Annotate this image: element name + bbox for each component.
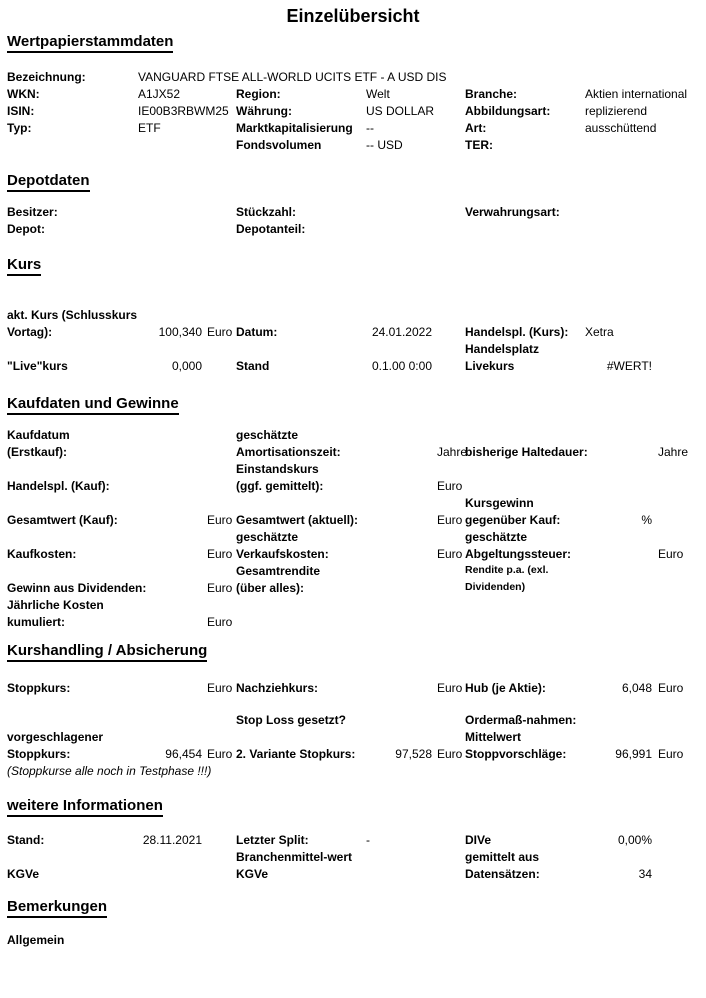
amortisation-label-line1: geschätzte (236, 428, 299, 442)
verwahrungsart-label: Verwahrungsart: (465, 205, 560, 219)
row-stoppkurs (0, 681, 706, 698)
row-wkn-region-branche (0, 87, 706, 104)
einstandskurs-label-line2: (ggf. gemittelt): (236, 479, 324, 493)
handelsplatz-kurs-value: Xetra (585, 325, 614, 339)
art-label: Art: (465, 121, 487, 135)
vorgeschlagener-stoppkurs-value: 96,454 (165, 747, 202, 761)
row-gesamtwert (0, 513, 706, 530)
nachziehkurs-label: Nachziehkurs: (236, 681, 319, 695)
row-handelsplatz (0, 342, 706, 359)
section-heading-weitere (7, 797, 163, 817)
livekurs-formel-value: #WERT! (606, 359, 652, 373)
section-heading-bemerkungen-text: Bemerkungen (7, 898, 107, 918)
row-bezeichnung (0, 70, 706, 87)
geschaetzte-label-col3: geschätzte (465, 530, 528, 544)
bezeichnung-value: VANGUARD FTSE ALL-WORLD UCITS ETF - A USD DIS (138, 70, 447, 84)
row-typ-marktkap-art (0, 121, 706, 138)
variante2-label: 2. Variante Stopkurs: (236, 747, 356, 761)
handelsplatz-label: Handelsplatz (465, 342, 540, 356)
dive-value: 0,00% (617, 833, 652, 847)
row-besitzer (0, 205, 706, 222)
branchenmittelwert-label: Branchenmittel-wert (236, 850, 353, 864)
jaehrliche-kosten-label-line1: Jährliche Kosten (7, 598, 104, 612)
marktkapitalisierung-label: Marktkapitalisierung (236, 121, 353, 135)
row-stand-split-dive (0, 833, 706, 850)
stoppvorschlaege-value: 96,991 (615, 747, 652, 761)
row-dividenden (0, 581, 706, 598)
section-heading-bemerkungen (7, 898, 107, 918)
kgve2-label: KGVe (236, 867, 269, 881)
stand-value: 0.1.00 0:00 (371, 359, 432, 373)
letzter-split-value: - (366, 833, 370, 847)
row-jaehrliche-kosten-line1 (0, 598, 706, 615)
abbildungsart-value: replizierend (585, 104, 648, 118)
row-kursgewinn-line1 (0, 496, 706, 513)
einstandskurs-unit: Euro (437, 479, 463, 493)
depot-label: Depot: (7, 222, 45, 236)
stoppvorschlaege-label: Stoppvorschläge: (465, 747, 567, 761)
geschaetzte-label-col2: geschätzte (236, 530, 299, 544)
bezeichnung-label: Bezeichnung: (7, 70, 86, 84)
gesamtrendite-label-line1: Gesamtrendite (236, 564, 321, 578)
section-heading-weitere-text: weitere Informationen (7, 797, 163, 817)
kursgewinn-unit: % (641, 513, 652, 527)
waehrung-label: Währung: (236, 104, 292, 118)
row-livekurs (0, 359, 706, 376)
stand-label: Stand (236, 359, 270, 373)
row-geschaetzte (0, 530, 706, 547)
hub-unit: Euro (658, 681, 684, 695)
hub-label: Hub (je Aktie): (465, 681, 546, 695)
livekurs-value: 0,000 (171, 359, 202, 373)
row-gesamtrendite-line1 (0, 564, 706, 581)
nachziehkurs-unit: Euro (437, 681, 463, 695)
vorgeschlagener-label-line1: vorgeschlagener (7, 730, 104, 744)
section-heading-depotdaten (7, 172, 90, 192)
abgeltungssteuer-unit: Euro (658, 547, 684, 561)
allgemein-label: Allgemein (7, 933, 65, 947)
row-depot (0, 222, 706, 239)
gesamtwert-aktuell-label: Gesamtwert (aktuell): (236, 513, 359, 527)
rendite-pa-label-line1: Rendite p.a. (exl. (465, 564, 549, 576)
amortisation-label-line2: Amortisationszeit: (236, 445, 341, 459)
art-value: ausschüttend (585, 121, 657, 135)
datensaetze-value: 34 (638, 867, 652, 881)
fondsvolumen-label: Fondsvolumen (236, 138, 322, 152)
haltedauer-label: bisherige Haltedauer: (465, 445, 588, 459)
gemittelt-aus-label: gemittelt aus (465, 850, 540, 864)
stueckzahl-label: Stückzahl: (236, 205, 297, 219)
section-heading-kaufdaten-text: Kaufdaten und Gewinne (7, 395, 179, 415)
waehrung-value: US DOLLAR (366, 104, 435, 118)
stop-loss-label: Stop Loss gesetzt? (236, 713, 347, 727)
kursgewinn-label-line1: Kursgewinn (465, 496, 534, 510)
vorgeschlagener-stoppkurs-unit: Euro (207, 747, 233, 761)
stoppvorschlaege-unit: Euro (658, 747, 684, 761)
stand-datum-value: 28.11.2021 (142, 833, 202, 847)
verkaufskosten-label: Verkaufskosten: (236, 547, 329, 561)
section-heading-stammdaten (7, 33, 173, 53)
row-testphase-hinweis (0, 764, 706, 781)
akt-kurs-label-line1: akt. Kurs (Schlusskurs (7, 308, 138, 322)
page-title: Einzelübersicht (286, 6, 420, 26)
haltedauer-unit: Jahre (658, 445, 689, 459)
testphase-hinweis: (Stoppkurse alle noch in Testphase !!!) (7, 764, 212, 778)
row-kaufkosten (0, 547, 706, 564)
section-heading-depotdaten-text: Depotdaten (7, 172, 90, 192)
livekurs-formel-label: Livekurs (465, 359, 515, 373)
row-akt-kurs (0, 325, 706, 342)
hub-value: 6,048 (621, 681, 652, 695)
dive-label: DIVe (465, 833, 492, 847)
fondsvolumen-value: -- USD (366, 138, 403, 152)
kaufdatum-label-line2: (Erstkauf): (7, 445, 68, 459)
vorgeschlagener-label-line2: Stoppkurs: (7, 747, 71, 761)
row-erstkauf (0, 445, 706, 462)
branche-label: Branche: (465, 87, 518, 101)
row-isin-waehrung-abbildungsart (0, 104, 706, 121)
variante2-unit: Euro (437, 747, 463, 761)
row-fondsvolumen-ter (0, 138, 706, 155)
livekurs-label: "Live"kurs (7, 359, 68, 373)
gesamtrendite-label-line2: (über alles): (236, 581, 305, 595)
row-kaufdatum-line1 (0, 428, 706, 445)
row-allgemein (0, 933, 706, 950)
dividenden-label: Gewinn aus Dividenden: (7, 581, 147, 595)
verkaufskosten-unit: Euro (437, 547, 463, 561)
akt-kurs-label-line2: Vortag): (7, 325, 53, 339)
row-branchenmittelwert (0, 850, 706, 867)
handelsplatz-kauf-label: Handelspl. (Kauf): (7, 479, 110, 493)
dividenden-unit: Euro (207, 581, 233, 595)
kgve-label: KGVe (7, 867, 40, 881)
gesamtwert-kauf-label: Gesamtwert (Kauf): (7, 513, 118, 527)
kursgewinn-label-line2: gegenüber Kauf: (465, 513, 561, 527)
ter-label: TER: (465, 138, 493, 152)
besitzer-label: Besitzer: (7, 205, 58, 219)
isin-label: ISIN: (7, 104, 35, 118)
datum-label: Datum: (236, 325, 278, 339)
row-einstandskurs-line1 (0, 462, 706, 479)
branche-value: Aktien international (585, 87, 688, 101)
row-stop-loss (0, 713, 706, 730)
section-heading-kurshandling-text: Kurshandling / Absicherung (7, 642, 207, 662)
row-kgve (0, 867, 706, 884)
typ-label: Typ: (7, 121, 32, 135)
gesamtwert-aktuell-unit: Euro (437, 513, 463, 527)
kaufkosten-unit: Euro (207, 547, 233, 561)
variante2-value: 97,528 (395, 747, 432, 761)
typ-value: ETF (138, 121, 161, 135)
marktkapitalisierung-value: -- (366, 121, 374, 135)
section-heading-kurs-text: Kurs (7, 256, 41, 276)
row-handelsplatz-kauf (0, 479, 706, 496)
row-stoppkurs-werte (0, 747, 706, 764)
depotanteil-label: Depotanteil: (236, 222, 306, 236)
section-heading-kurshandling (7, 642, 207, 662)
row-kumuliert (0, 615, 706, 632)
letzter-split-label: Letzter Split: (236, 833, 309, 847)
datensaetze-label: Datensätzen: (465, 867, 540, 881)
akt-kurs-value: 100,340 (158, 325, 202, 339)
abbildungsart-label: Abbildungsart: (465, 104, 551, 118)
stoppkurs-label: Stoppkurs: (7, 681, 71, 695)
amortisation-unit: Jahre (437, 445, 468, 459)
wkn-value: A1JX52 (138, 87, 181, 101)
mittelwert-label: Mittelwert (465, 730, 522, 744)
stand-datum-label: Stand: (7, 833, 45, 847)
abgeltungssteuer-label: Abgeltungssteuer: (465, 547, 572, 561)
region-value: Welt (366, 87, 390, 101)
ordermassnahmen-label: Ordermaß-nahmen: (465, 713, 577, 727)
section-heading-kaufdaten (7, 395, 179, 415)
isin-value: IE00B3RBWM25 (138, 104, 229, 118)
datum-value: 24.01.2022 (371, 325, 432, 339)
rendite-pa-label-line2: Dividenden) (465, 581, 526, 593)
akt-kurs-unit: Euro (207, 325, 233, 339)
handelsplatz-kurs-label: Handelspl. (Kurs): (465, 325, 569, 339)
einstandskurs-label-line1: Einstandskurs (236, 462, 319, 476)
section-heading-stammdaten-text: Wertpapierstammdaten (7, 33, 173, 53)
row-akt-kurs-line1 (0, 308, 706, 325)
kaufdatum-label-line1: Kaufdatum (7, 428, 70, 442)
region-label: Region: (236, 87, 281, 101)
kaufkosten-label: Kaufkosten: (7, 547, 77, 561)
row-vorgeschlagener-line1 (0, 730, 706, 747)
wkn-label: WKN: (7, 87, 40, 101)
stoppkurs-unit: Euro (207, 681, 233, 695)
gesamtwert-kauf-unit: Euro (207, 513, 233, 527)
section-heading-kurs (7, 256, 41, 276)
jaehrliche-kosten-unit: Euro (207, 615, 233, 629)
jaehrliche-kosten-label-line2: kumuliert: (7, 615, 66, 629)
